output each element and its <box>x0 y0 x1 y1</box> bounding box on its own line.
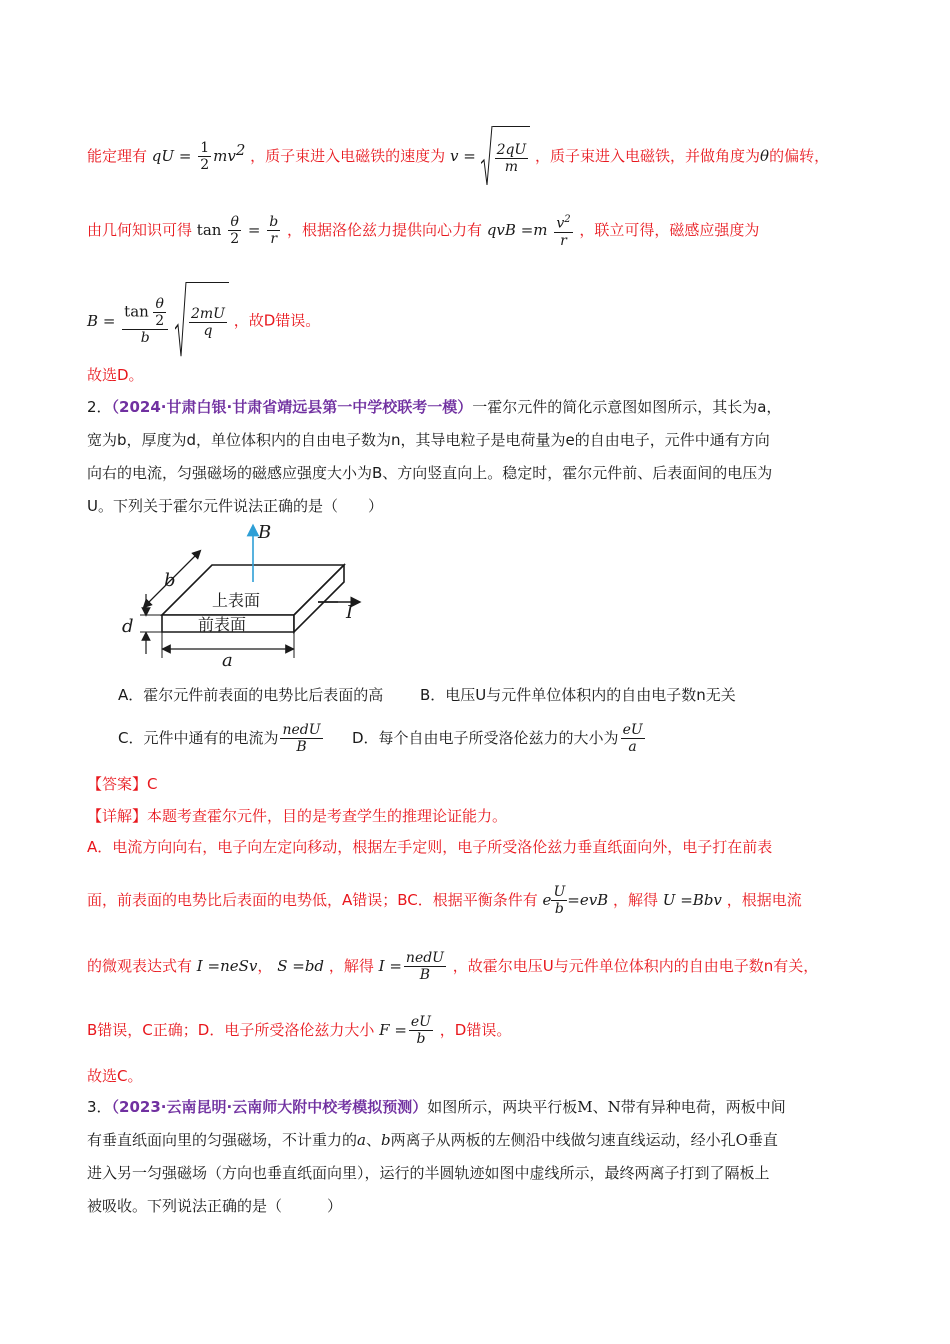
label-d: d <box>122 616 134 637</box>
text: 本题考查霍尔元件，目的是考查学生的推理论证能力。 <box>147 807 508 825</box>
q3-stem-line-2 <box>87 1129 863 1151</box>
detail-line-2 <box>87 872 863 928</box>
formula-energy: qU = $\frac{1}{2}$ $mv^2$ <box>151 140 246 173</box>
formula-magnetic-field: B = tan $\frac{\theta}{2}$ b $\frac{2mU}{q}$ <box>87 312 234 330</box>
formula-lorentz: qvB =m $\frac{v^2}{r}$ <box>486 214 571 249</box>
option-A[interactable]: A．霍尔元件前表面的电势比后表面的高 <box>118 686 384 704</box>
solution-conclusion: 故选D。 <box>87 366 144 384</box>
detail-head: 【详解】 <box>87 807 148 825</box>
option-C[interactable] <box>118 716 325 760</box>
text: ，解得 <box>612 891 658 909</box>
q2-stem-line-4: U。下列关于霍尔元件说法正确的是（ ） <box>87 497 383 515</box>
text: ，质子束进入电磁铁，并做角度为 <box>535 147 761 165</box>
option-text: C．元件中通有的电流为 <box>118 729 279 747</box>
formula-area: S =bd <box>277 957 325 975</box>
label-top-surface: 上表面 <box>212 591 261 610</box>
text: ，D错误。 <box>439 1021 512 1039</box>
theta-symbol: θ <box>760 147 770 165</box>
text: 面，前表面的电势比后表面的电势低，A错误；BC．根据平衡条件有 <box>87 891 538 909</box>
q2-stem-line-2: 宽为b，厚度为d，单位体积内的自由电子数为n，其导电粒子是电荷量为e的自由电子，元件中通有方向 <box>87 431 770 449</box>
detail-intro <box>87 805 863 827</box>
formula-voltage: U =Bbv <box>662 891 722 909</box>
solution-line-2 <box>87 200 863 260</box>
text: ， <box>257 957 273 975</box>
text: 如图所示，两块平行板 <box>427 1098 578 1116</box>
q3-stem-line-1 <box>87 1096 863 1118</box>
solution-line-3 <box>87 282 863 358</box>
hole-O: O <box>735 1131 748 1149</box>
formula-current: $\frac{\text{nedU}}{B}$ <box>282 722 321 755</box>
formula-lorentz-force: F = $\frac{eU}{b}$ <box>379 1014 431 1047</box>
label-a: a <box>222 650 233 670</box>
question-number: 3． <box>87 1098 112 1116</box>
text: ，故D错误。 <box>233 311 321 330</box>
text: ，质子束进入电磁铁的速度为 <box>250 147 446 165</box>
detail-line-4 <box>87 1002 863 1058</box>
q2-stem-line-1 <box>87 396 863 418</box>
question-number: 2． <box>87 398 112 416</box>
formula-balance: e $\frac{U}{b}$ =evB <box>542 884 609 917</box>
option-B[interactable]: B．电压U与元件单位体积内的自由电子数n无关 <box>420 686 736 704</box>
text: ，根据洛伦兹力提供向心力有 <box>287 221 483 239</box>
label-front-surface: 前表面 <box>198 615 247 634</box>
option-D[interactable] <box>352 716 647 760</box>
formula-micro-current: I =neSv <box>196 957 258 975</box>
ion-a: a <box>357 1131 366 1149</box>
text: ，解得 <box>328 957 374 975</box>
formula-velocity: v = $\frac{2qU}{m}$ <box>450 147 535 165</box>
label-I: I <box>346 602 354 623</box>
text: ，根据电流 <box>726 891 802 909</box>
text: ，联立可得，磁感应强度为 <box>579 221 760 239</box>
question-source: （2024·甘肃白银·甘肃省靖远县第一中学校联考一模） <box>111 398 473 416</box>
text: 两离子从两板的左侧沿中线做匀速直线运动，经小孔 <box>390 1131 736 1149</box>
formula-force: $\frac{eU}{a}$ <box>622 722 643 755</box>
label-b: b <box>164 570 176 591</box>
option-text: D．每个自由电子所受洛伦兹力的大小为 <box>352 729 619 747</box>
plates-label: M、N <box>577 1098 621 1116</box>
text: ，故霍尔电压U与元件单位体积内的自由电子数n有关， <box>452 957 819 975</box>
text: 一霍尔元件的简化示意图如图所示，其长为a， <box>472 398 782 416</box>
text: 的微观表达式有 <box>87 957 193 975</box>
solution-line-1 <box>87 120 863 180</box>
answer: 【答案】C <box>87 775 158 793</box>
label-B: B <box>258 522 272 543</box>
text: B错误，C正确；D．电子所受洛伦兹力大小 <box>87 1021 375 1039</box>
formula-geometry: tan $\frac{\theta}{2}$ = $\frac{b}{r}$ <box>196 214 279 247</box>
detail-line-1: A．电流方向向右，电子向左定向移动，根据左手定则，电子所受洛伦兹力垂直纸面向外，电子打在前表 <box>87 838 773 856</box>
hall-element-figure <box>118 520 378 670</box>
question-source: （2023·云南昆明·云南师大附中校考模拟预测） <box>111 1098 428 1116</box>
text: 由几何知识可得 <box>87 221 193 239</box>
ion-b: b <box>380 1131 391 1149</box>
q2-stem-line-3: 向右的电流，匀强磁场的磁感应强度大小为B、方向竖直向上。稳定时，霍尔元件前、后表面间的电压为 <box>87 464 773 482</box>
text: 有垂直纸面向里的匀强磁场，不计重力的 <box>87 1131 358 1149</box>
q3-stem-line-4: 被吸收。下列说法正确的是（ ） <box>87 1197 343 1215</box>
text: 垂直 <box>747 1131 778 1149</box>
separator: 、 <box>365 1131 381 1149</box>
text: 能定理有 <box>87 147 148 165</box>
text: 的偏转， <box>769 147 830 165</box>
formula-current-solved: I = $\frac{\text{nedU}}{B}$ <box>378 950 444 983</box>
q3-stem-line-3: 进入另一匀强磁场（方向也垂直纸面向里），运行的半圆轨迹如图中虚线所示，最终两离子打到了隔板上 <box>87 1164 770 1182</box>
text: 带有异种电荷，两板中间 <box>620 1098 786 1116</box>
detail-line-3 <box>87 938 863 994</box>
detail-conclusion: 故选C。 <box>87 1067 143 1085</box>
